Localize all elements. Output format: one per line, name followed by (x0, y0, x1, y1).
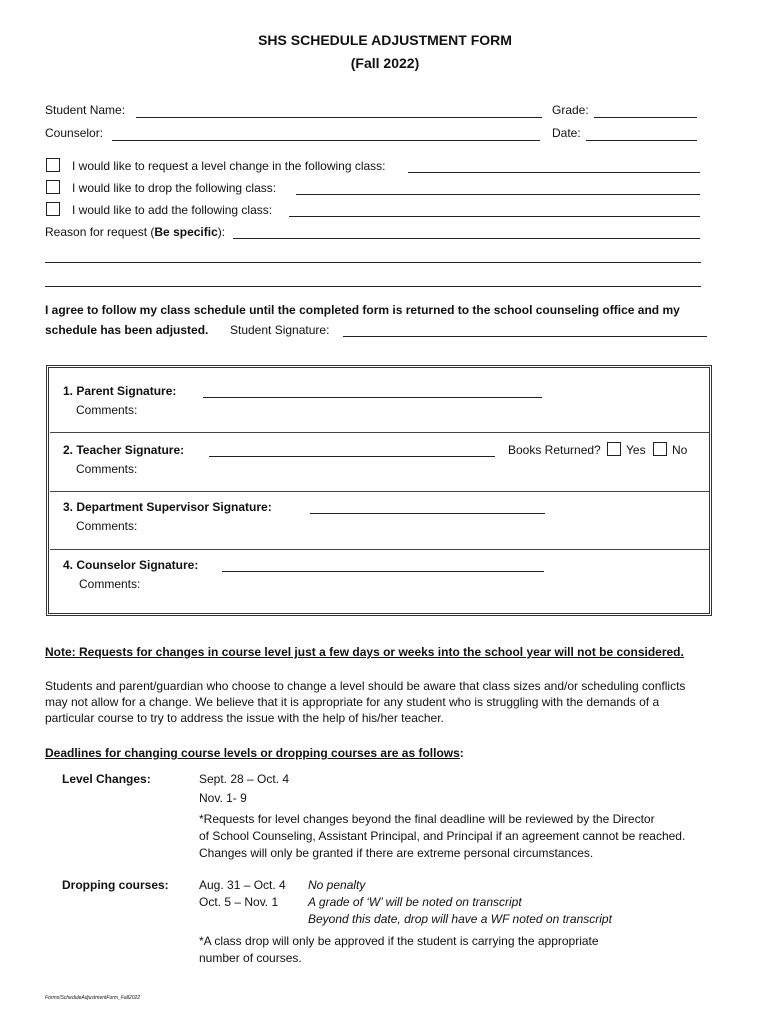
drop-class-field[interactable] (296, 194, 700, 195)
teacher-signature-field[interactable] (209, 456, 495, 457)
student-name-label: Student Name: (45, 103, 126, 117)
parent-signature-label: 1. Parent Signature: (63, 384, 177, 398)
books-returned-label: Books Returned? (508, 443, 601, 457)
level-changes-label: Level Changes: (62, 772, 151, 786)
deadlines-heading: Deadlines for changing course levels or dropping courses are as follows: (45, 746, 464, 760)
reason-label: Reason for request (Be specific): (45, 225, 226, 239)
agreement-line-2: schedule has been adjusted. (45, 323, 209, 337)
drop-class-label: I would like to drop the following class: (72, 181, 277, 195)
level-date-2: Nov. 1- 9 (199, 791, 247, 805)
drop-note-2: A grade of ‘W’ will be noted on transcript (308, 895, 522, 909)
books-returned-no-checkbox[interactable] (653, 442, 667, 456)
drop-date-2: Oct. 5 – Nov. 1 (199, 895, 279, 909)
level-change-field[interactable] (408, 172, 700, 173)
add-class-field[interactable] (289, 216, 700, 217)
counselor-signature-field[interactable] (222, 571, 544, 572)
counselor-signature-label: 4. Counselor Signature: (63, 558, 199, 572)
note-paragraph-line: particular course to try to address the issue with the help of his/her teacher. (45, 711, 444, 725)
student-name-field[interactable] (136, 117, 542, 118)
form-title: SHS SCHEDULE ADJUSTMENT FORM (258, 32, 512, 48)
reason-field-line-3[interactable] (45, 286, 701, 287)
signature-divider (50, 491, 709, 492)
signature-divider (50, 432, 709, 433)
dept-supervisor-signature-label: 3. Department Supervisor Signature: (63, 500, 272, 514)
note-paragraph-line: may not allow for a change. We believe that it is appropriate for any student who is struggling with the demands of a (45, 695, 660, 709)
level-date-1: Sept. 28 – Oct. 4 (199, 772, 290, 786)
drop-date-1: Aug. 31 – Oct. 4 (199, 878, 286, 892)
dept-supervisor-signature-field[interactable] (310, 513, 545, 514)
drop-note-3: Beyond this date, drop will have a WF noted on transcript (308, 912, 612, 926)
add-class-checkbox[interactable] (46, 202, 60, 216)
drop-note-1: No penalty (308, 878, 366, 892)
grade-field[interactable] (594, 117, 697, 118)
parent-signature-field[interactable] (203, 397, 542, 398)
signature-divider (50, 549, 709, 550)
level-change-checkbox[interactable] (46, 158, 60, 172)
add-class-label: I would like to add the following class: (72, 203, 273, 217)
note-paragraph-line: Students and parent/guardian who choose to change a level should be aware that class sizes and/or scheduling conflicts (45, 679, 686, 693)
grade-label: Grade: (552, 103, 589, 117)
books-returned-no-label: No (672, 443, 688, 457)
note-text: Note: Requests for changes in course level just a few days or weeks into the school year will not be considered. (45, 645, 684, 659)
counselor-field[interactable] (112, 140, 540, 141)
agreement-line-1: I agree to follow my class schedule until the completed form is returned to the school counseling office and my (45, 303, 680, 317)
parent-comments-label: Comments: (76, 403, 138, 417)
level-note-line: *Requests for level changes beyond the final deadline will be reviewed by the Director (199, 812, 655, 826)
date-field[interactable] (586, 140, 697, 141)
counselor-label: Counselor: (45, 126, 104, 140)
level-change-label: I would like to request a level change in the following class: (72, 159, 386, 173)
student-signature-field[interactable] (343, 336, 707, 337)
dropping-courses-label: Dropping courses: (62, 878, 169, 892)
counselor-comments-label: Comments: (79, 577, 141, 591)
books-returned-yes-checkbox[interactable] (607, 442, 621, 456)
teacher-signature-label: 2. Teacher Signature: (63, 443, 185, 457)
level-note-line: Changes will only be granted if there are extreme personal circumstances. (199, 846, 594, 860)
drop-footnote-line: *A class drop will only be approved if the student is carrying the appropriate (199, 934, 599, 948)
student-signature-label: Student Signature: (230, 323, 330, 337)
footer-file-ref: Forms/ScheduleAdjustmentForm_Fall2022 (45, 995, 141, 1001)
reason-field[interactable] (233, 238, 700, 239)
level-note-line: of School Counseling, Assistant Principal, and Principal if an agreement cannot be reached. (199, 829, 686, 843)
drop-footnote-line: number of courses. (199, 951, 302, 965)
drop-class-checkbox[interactable] (46, 180, 60, 194)
date-label: Date: (552, 126, 581, 140)
form-subtitle: (Fall 2022) (350, 55, 420, 71)
books-returned-yes-label: Yes (626, 443, 646, 457)
reason-field-line-2[interactable] (45, 262, 701, 263)
teacher-comments-label: Comments: (76, 462, 138, 476)
dept-comments-label: Comments: (76, 519, 138, 533)
